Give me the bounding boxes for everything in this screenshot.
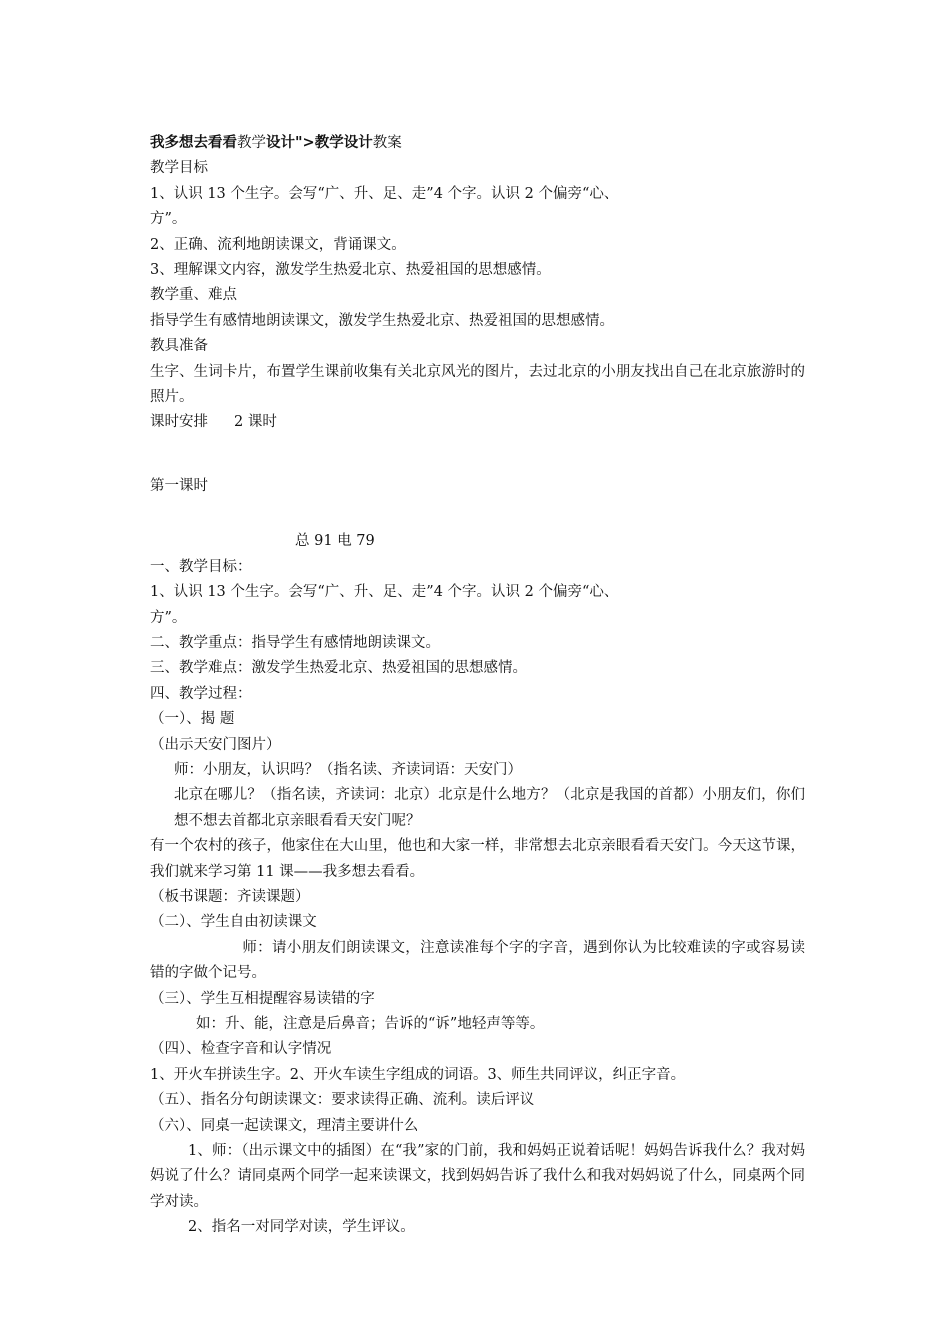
part-1-heading: （一）、揭 题 bbox=[150, 711, 235, 728]
part-1-teacher: 师：小朋友，认识吗？（指名读、齐读词语：天安门） bbox=[174, 761, 522, 778]
title-part-3: 设计 bbox=[266, 134, 295, 151]
part-3-heading: （三）、学生互相提醒容易读错的字 bbox=[150, 990, 375, 1007]
part-2-text bbox=[150, 936, 805, 987]
goal-line: 3、理解课文内容，激发学生热爱北京、热爱祖国的思想感情。 bbox=[150, 262, 551, 279]
part-6-text-1-content: 1、师：（出示课文中的插图）在“我”家的门前，我和妈妈正说着话呢！妈妈告诉我什么？我对妈妈说了什么？请同桌两个同学一起来读课文，找到妈妈告诉了我什么和我对妈妈说了什么，同桌两个同学对读。 bbox=[150, 1143, 805, 1210]
title-part-5: 教学设计 bbox=[314, 134, 373, 151]
part-1-para-1-text: 北京在哪儿？（指名读，齐读词：北京）北京是什么地方？（北京是我国的首都）小朋友们，你们想不想去首都北京亲眼看看天安门呢？ bbox=[174, 787, 805, 829]
tools-text: 生字、生词卡片，布置学生课前收集有关北京风光的图片，去过北京的小朋友找出自己在北京旅游时的照片。 bbox=[150, 363, 805, 406]
part-4-heading: （四）、检查字音和认字情况 bbox=[150, 1041, 332, 1058]
part-4-text: 1、开火车拼读生字。2、开火车读生字组成的词语。3、师生共同评议，纠正字音。 bbox=[150, 1066, 686, 1083]
key-text: 指导学生有感情地朗读课文，激发学生热爱北京、热爱祖国的思想感情。 bbox=[150, 312, 614, 329]
part-1-para-1 bbox=[150, 783, 805, 834]
tools-heading: 教具准备 bbox=[150, 338, 208, 355]
document-page bbox=[150, 130, 810, 1241]
schedule-line bbox=[150, 410, 810, 435]
schedule-value: 2 课时 bbox=[234, 414, 277, 431]
title-part-6: 教案 bbox=[372, 135, 402, 151]
document-title bbox=[150, 130, 810, 156]
part-1-board: （板书课题：齐读课题） bbox=[150, 888, 310, 905]
part-1-note: （出示天安门图片） bbox=[150, 736, 281, 753]
lesson1-heading: 第一课时 bbox=[150, 477, 208, 494]
part-6-text-1 bbox=[150, 1139, 805, 1215]
goal-line: 方”。 bbox=[150, 211, 187, 228]
part-6-text-2: 2、指名一对同学对读，学生评议。 bbox=[188, 1219, 415, 1236]
part-6-heading: （六）、同桌一起读课文，理清主要讲什么 bbox=[150, 1117, 419, 1134]
part-2-heading: （二）、学生自由初读课文 bbox=[150, 914, 317, 931]
part-5-heading: （五）、指名分句朗读课文：要求读得正确、流利。读后评议 bbox=[150, 1092, 535, 1109]
part-2-text-content: 师：请小朋友们朗读课文，注意读准每个字的字音，遇到你认为比较难读的字或容易读错的字做个记号。 bbox=[150, 939, 805, 982]
section-3: 三、教学难点：激发学生热爱北京、热爱祖国的思想感情。 bbox=[150, 660, 527, 677]
section-1-heading: 一、教学目标： bbox=[150, 558, 252, 575]
key-heading: 教学重、难点 bbox=[150, 287, 237, 304]
lesson-code: 总 91 电 79 bbox=[295, 533, 375, 550]
title-part-2: 教学 bbox=[237, 135, 266, 151]
title-part-1: 我多想去看看 bbox=[150, 134, 237, 151]
section-1-line: 1、认识 13 个生字。会写“广、升、足、走”4 个字。认识 2 个偏旁“心、 bbox=[150, 584, 619, 601]
section-1-line: 方”。 bbox=[150, 609, 187, 626]
goal-line: 1、认识 13 个生字。会写“广、升、足、走”4 个字。认识 2 个偏旁“心、 bbox=[150, 185, 619, 202]
section-4: 四、教学过程： bbox=[150, 685, 252, 702]
goals-heading: 教学目标 bbox=[150, 160, 208, 177]
title-part-4: "> bbox=[295, 134, 315, 151]
schedule-label: 课时安排 bbox=[150, 414, 208, 431]
part-3-text: 如：升、能，注意是后鼻音；告诉的“诉”地轻声等等。 bbox=[196, 1016, 545, 1032]
goal-line: 2、正确、流利地朗读课文，背诵课文。 bbox=[150, 236, 406, 253]
part-1-para-2: 有一个农村的孩子，他家住在大山里，他也和大家一样，非常想去北京亲眼看看天安门。今天这节课，我们就来学习第 11 课——我多想去看看。 bbox=[150, 838, 805, 880]
section-2: 二、教学重点：指导学生有感情地朗读课文。 bbox=[150, 634, 440, 651]
